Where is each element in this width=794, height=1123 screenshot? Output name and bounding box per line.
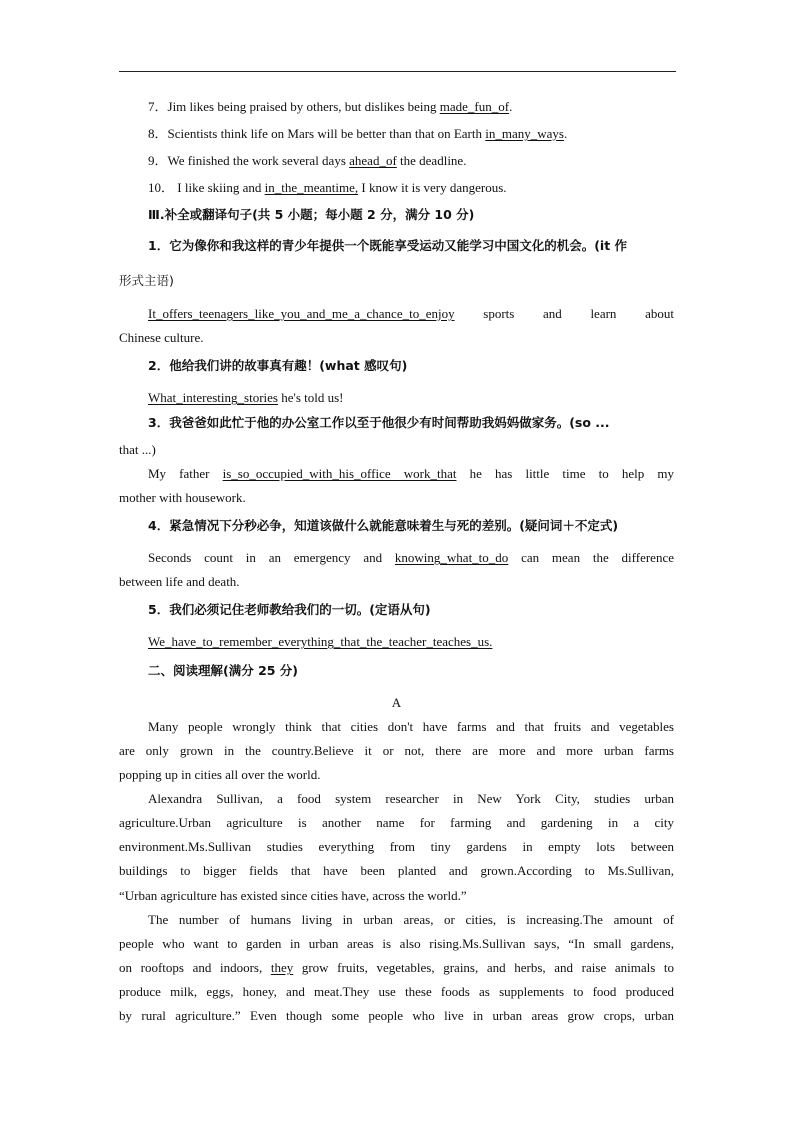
answer-text: My father [148, 466, 223, 481]
item-number: 10． [148, 180, 175, 195]
answer-blank: What_interesting_stories [148, 390, 278, 405]
translation-answer-3-cont: mother with housework. [119, 490, 246, 505]
translation-answer-4 [148, 550, 674, 566]
passage-line: popping up in cities all over the world. [119, 767, 321, 782]
translation-prompt-1-cont: 形式主语) [119, 273, 174, 288]
passage-text: grow fruits, vegetables, grains, and herbs, and raise animals to [301, 960, 674, 975]
translation-prompt-5: 5．我们必须记住老师教给我们的一切。(定语从句) [148, 602, 431, 617]
sentence-text: . [509, 99, 513, 114]
translation-prompt-4: 4．紧急情况下分秒必争，知道该做什么就能意味着生与死的差别。(疑问词＋不定式) [148, 518, 619, 533]
answer-text: sports and learn about [454, 306, 674, 321]
answer-blank: is_so_occupied_with_his_office work_that [222, 466, 457, 481]
passage-line: are only grown in the country.Believe it or not, there are more and more urban farms [119, 743, 674, 758]
underlined-word: they [270, 960, 294, 975]
sentence-text: Jim likes being praised by others, but dislikes being [167, 99, 440, 114]
answer-blank: in_many_ways [485, 126, 564, 141]
answer-text: he has little time to help my [456, 466, 674, 481]
answer-blank: ahead_of [349, 153, 397, 168]
item-number: 9． [148, 153, 168, 168]
passage-line [119, 960, 674, 976]
translation-prompt-2: 2．他给我们讲的故事真有趣！(what 感叹句) [148, 358, 408, 373]
sentence-text: . [563, 126, 568, 141]
item-number: 8． [148, 126, 168, 141]
passage-line: people who want to garden in urban areas is also rising.Ms.Sullivan says, “In small gardens, [119, 936, 674, 951]
passage-line: by rural agriculture.” Even though some people who live in urban areas grow crops, urban [119, 1008, 674, 1023]
passage-line: agriculture.Urban agriculture is another name for farming and gardening in a city [119, 815, 674, 830]
passage-line: “Urban agriculture has existed since cities have, across the world.” [119, 888, 467, 903]
answer-blank: knowing_what_to_do [394, 550, 509, 565]
sentence-text: I know it is very dangerous. [358, 180, 507, 195]
translation-answer-1 [148, 306, 674, 322]
sentence-text: I like skiing and [177, 180, 265, 195]
passage-line: Alexandra Sullivan, a food system researcher in New York City, studies urban [148, 791, 674, 806]
sentence-text: the deadline. [396, 153, 467, 168]
passage-line: The number of humans living in urban areas, or cities, is increasing.The amount of [148, 912, 674, 927]
section-heading: Ⅲ.补全或翻译句子(共 5 小题；每小题 2 分，满分 10 分) [148, 207, 475, 222]
translation-answer-3 [148, 466, 674, 482]
sentence-10 [148, 180, 674, 196]
passage-line: buildings to bigger fields that have been planted and grown.According to Ms.Sullivan, [119, 863, 674, 878]
translation-prompt-1: 1．它为像你和我这样的青少年提供一个既能享受运动又能学习中国文化的机会。(it 作 [148, 238, 628, 253]
answer-blank: made_fun_of [439, 99, 510, 114]
sentence-7 [148, 99, 674, 115]
sentence-text: Scientists think life on Mars will be better than that on Earth [167, 126, 486, 141]
answer-blank: in_the_meantime, [264, 180, 359, 195]
passage-line: Many people wrongly think that cities don't have farms and that fruits and vegetables [148, 719, 674, 734]
answer-blank: We_have_to_remember_everything_that_the_teacher_teaches_us. [148, 634, 493, 649]
translation-answer-4-cont: between life and death. [119, 574, 240, 589]
passage-label: A [391, 695, 402, 710]
item-number: 7． [148, 99, 168, 114]
translation-prompt-3-cont: that ...) [119, 442, 156, 457]
answer-text: he's told us! [277, 390, 344, 405]
translation-answer-5 [148, 634, 674, 650]
sentence-text: We finished the work several days [167, 153, 350, 168]
sentence-9 [148, 153, 674, 169]
translation-answer-1-cont: Chinese culture. [119, 330, 204, 345]
section-heading: 二、阅读理解(满分 25 分) [148, 663, 299, 678]
passage-text: on rooftops and indoors, [119, 960, 271, 975]
passage-line: environment.Ms.Sullivan studies everything from tiny gardens in empty lots between [119, 839, 674, 854]
translation-answer-2 [148, 390, 674, 406]
passage-line: produce milk, eggs, honey, and meat.They use these foods as supplements to food produced [119, 984, 674, 999]
answer-text: Seconds count in an emergency and [148, 550, 395, 565]
sentence-8 [148, 126, 674, 142]
answer-text: can mean the difference [508, 550, 674, 565]
header-rule [119, 71, 676, 72]
translation-prompt-3: 3．我爸爸如此忙于他的办公室工作以至于他很少有时间帮助我妈妈做家务。(so ... [148, 415, 610, 430]
answer-blank: It_offers_teenagers_like_you_and_me_a_chance_to_enjoy [148, 306, 455, 321]
